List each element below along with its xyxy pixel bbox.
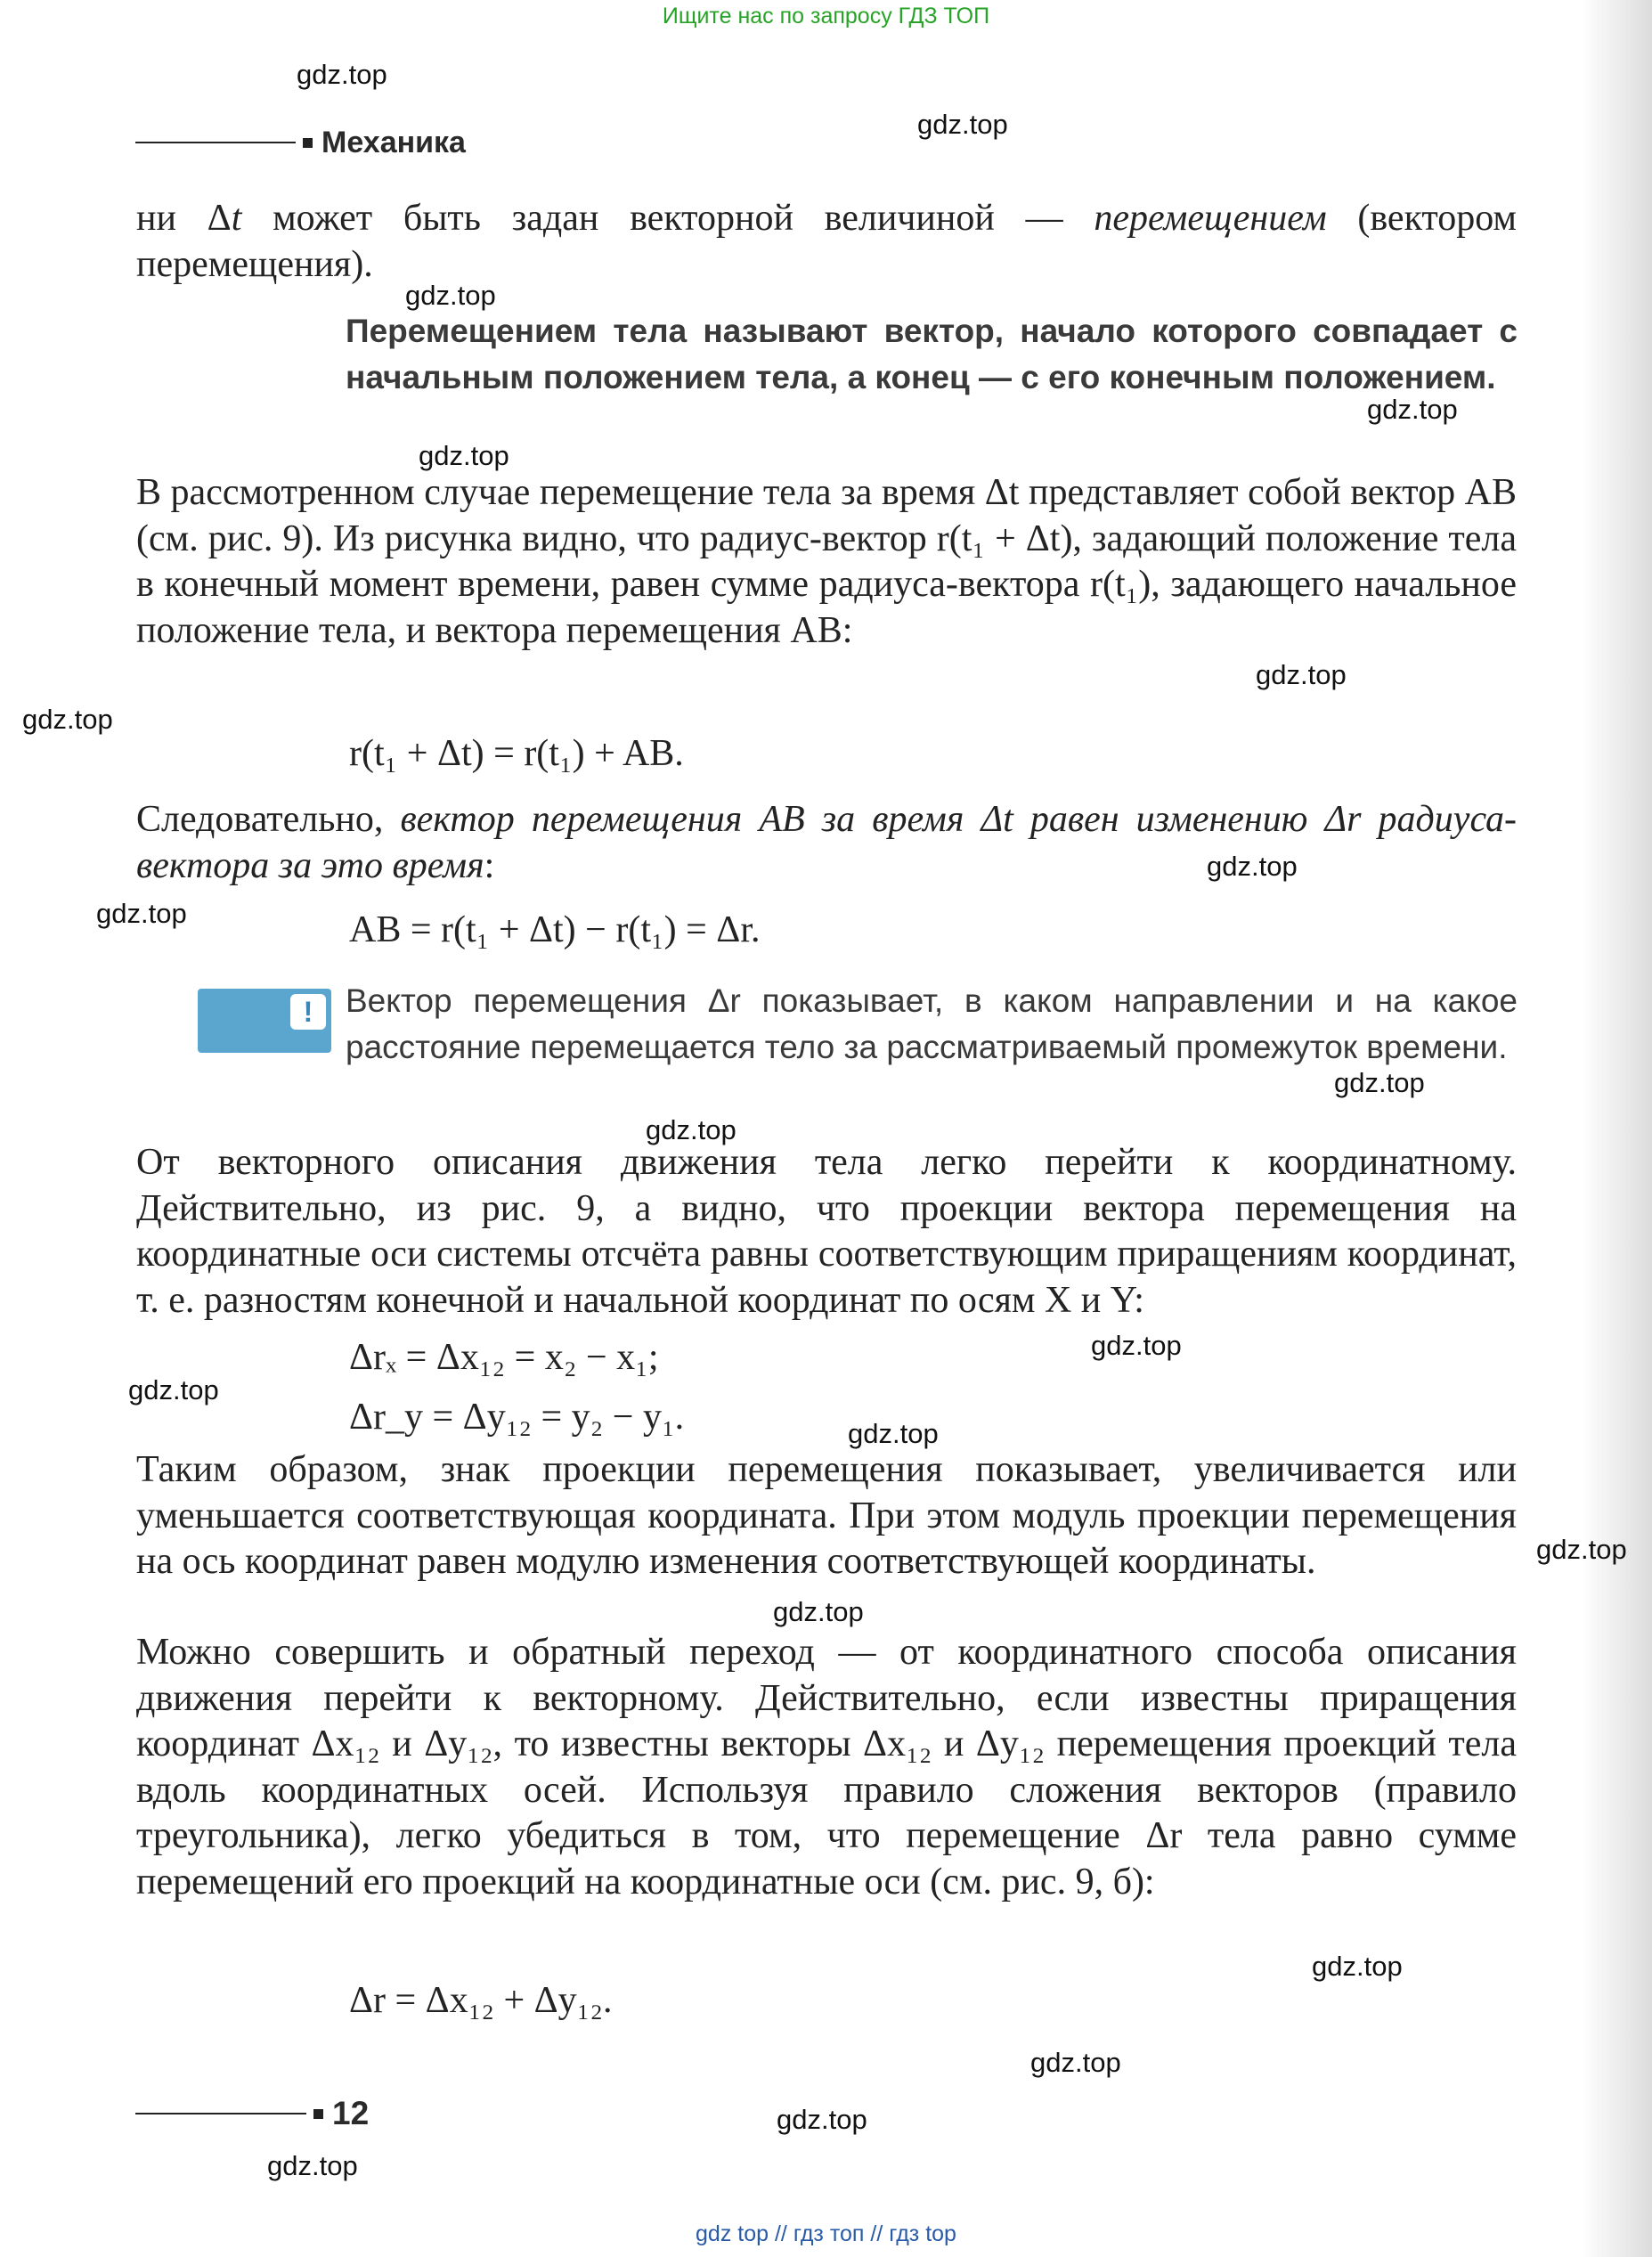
watermark: gdz.top	[1334, 1067, 1425, 1098]
footer-bullet	[313, 2109, 323, 2119]
watermark: gdz.top	[267, 2150, 358, 2181]
formula-1: r(t₁ + Δt) = r(t₁) + AB.	[349, 733, 684, 774]
header-rule	[135, 142, 296, 143]
paragraph-4: От векторного описания движения тела легко перейти к координатному. Действительно, из рис. 9, а видно, что проекции вектора перемещения на координатные оси системы отсчёта равны соответствующим приращениям координат, т. е. разностям конечной и начальной координат по осям X и Y:	[136, 1142, 1517, 1321]
definition-block: Перемещением тела называют вектор, начало которого совпадает с начальным положением тела, а конец — с его конечным положением.	[346, 313, 1518, 395]
watermark: gdz.top	[773, 1596, 864, 1627]
paragraph-5: Таким образом, знак проекции перемещения показывает, увеличивается или уменьшается соответствующая координата. При этом модуль проекции перемещения на ось координат равен модулю изменения соответствующей координаты.	[136, 1449, 1517, 1582]
watermark: gdz.top	[96, 898, 187, 929]
watermark: gdz.top	[1091, 1330, 1182, 1361]
watermark: gdz.top	[419, 440, 509, 471]
formula-4: Δr_y = Δy₁₂ = y₂ − y₁.	[349, 1397, 685, 1438]
page-footer	[135, 2091, 369, 2136]
formula-2: AB = r(t₁ + Δt) − r(t₁) = Δr.	[349, 909, 761, 950]
watermark: gdz.top	[646, 1114, 736, 1145]
watermark: gdz.top	[1207, 851, 1298, 882]
footer-rule	[135, 2113, 306, 2114]
note-text: Вектор перемещения Δr показывает, в каком направлении и на какое расстояние перемещается тело за рассматриваемый промежуток времени.	[346, 982, 1518, 1065]
exclamation-icon: !	[290, 994, 326, 1030]
watermark: gdz.top	[848, 1418, 939, 1449]
watermark: gdz.top	[1312, 1951, 1403, 1982]
watermark: gdz.top	[128, 1374, 219, 1406]
header-bullet	[303, 138, 313, 148]
page-edge-shadow	[1581, 0, 1652, 2257]
top-banner: Ищите нас по запросу ГДЗ ТОП	[662, 4, 990, 29]
running-title: Механика	[321, 125, 466, 159]
note-badge	[198, 989, 331, 1053]
bottom-banner: gdz top // гдз топ // гдз top	[696, 2221, 956, 2246]
running-header	[135, 120, 466, 165]
page-number: 12	[332, 2095, 370, 2131]
watermark: gdz.top	[1256, 659, 1347, 690]
watermark: gdz.top	[777, 2104, 867, 2135]
watermark: gdz.top	[917, 109, 1008, 140]
paragraph-2: В рассмотренном случае перемещение тела за время Δt представляет собой вектор AB (см. рис. 9). Из рисунка видно, что радиус-вектор r(t₁ + Δt), задающий положение тела в конечный момент времени, равен сумме радиуса-вектора r(t₁), задающего начальное положение тела, и вектора перемещения AB:	[136, 472, 1517, 651]
watermark: gdz.top	[405, 280, 496, 311]
paragraph-3: Следовательно, вектор перемещения AB за время Δt равен изменению Δr радиуса-вектора за это время:	[136, 799, 1517, 886]
formula-5: Δr = Δx₁₂ + Δy₁₂.	[349, 1980, 613, 2021]
watermark: gdz.top	[22, 704, 113, 735]
paragraph-6: Можно совершить и обратный переход — от координатного способа описания движения перейти к векторному. Действительно, если известны приращения координат Δx₁₂ и Δy₁₂, то известны векторы Δx₁₂ и Δy₁₂ перемещения проекций тела вдоль координатных осей. Используя правило сложения векторов (правило треугольника), легко убедиться в том, что перемещение Δr тела равно сумме перемещений его проекций на координатные оси (см. рис. 9, б):	[136, 1632, 1517, 1903]
watermark: gdz.top	[297, 59, 387, 90]
watermark: gdz.top	[1030, 2047, 1121, 2078]
formula-3: Δrₓ = Δx₁₂ = x₂ − x₁;	[349, 1337, 659, 1378]
paragraph-1: ни Δt может быть задан векторной величиной — перемещением (вектором перемещения).	[136, 198, 1517, 285]
watermark: gdz.top	[1536, 1534, 1627, 1565]
watermark: gdz.top	[1367, 394, 1458, 425]
